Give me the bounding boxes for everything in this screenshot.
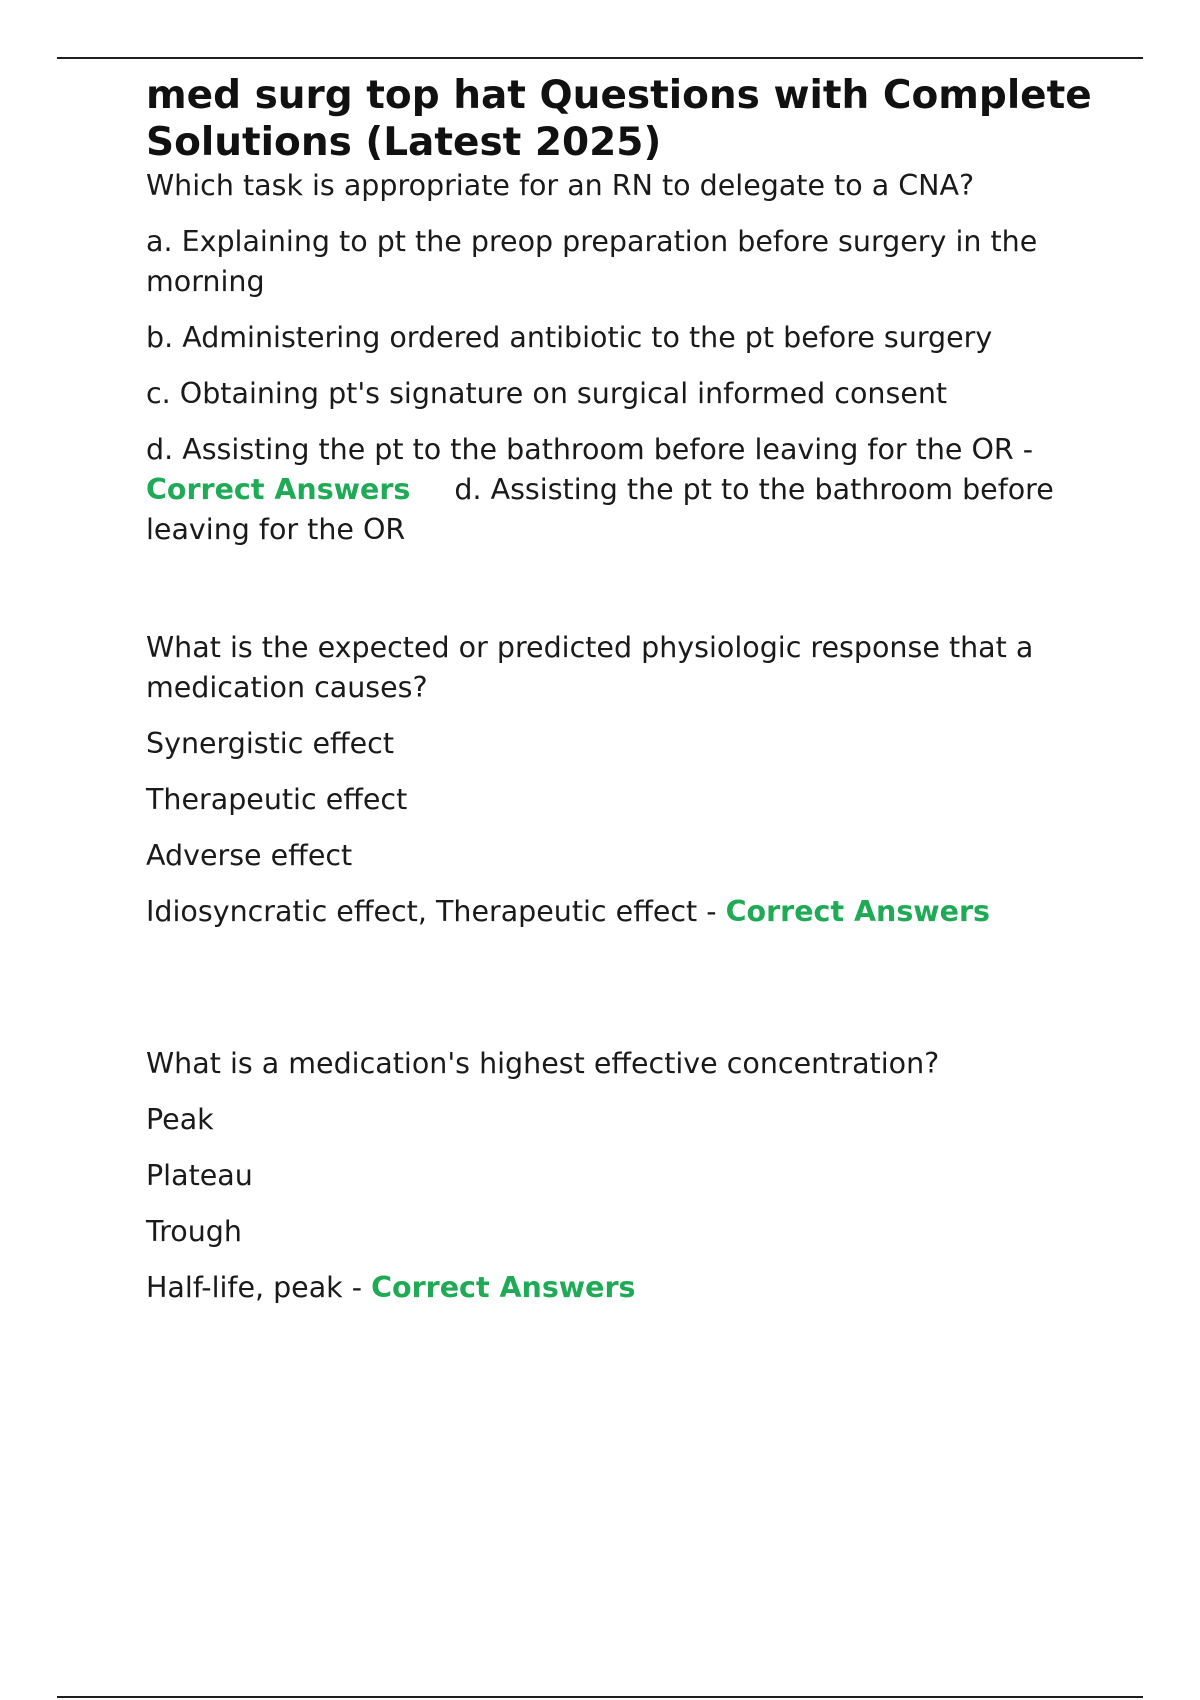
option-c: c. Obtaining pt's signature on surgical informed consent	[146, 377, 948, 410]
option-d: d. Assisting the pt to the bathroom before leaving for the OR -	[146, 433, 1034, 466]
option-a: a. Explaining to pt the preop preparation before surgery in the morning	[146, 225, 1038, 298]
correct-answers-label: Correct Answers	[146, 473, 411, 506]
option-2: Therapeutic effect	[146, 783, 408, 816]
option-d-with-answer	[146, 430, 1106, 550]
document-body	[146, 72, 1106, 1308]
question-stem: What is a medication's highest effective concentration?	[146, 1047, 940, 1080]
top-rule	[57, 57, 1143, 59]
bottom-rule	[57, 1696, 1143, 1698]
option-4-with-answer	[146, 1268, 1106, 1308]
option-2: Plateau	[146, 1159, 253, 1192]
answer-text: d. Assisting the pt to the bathroom before leaving for the OR	[146, 473, 1054, 546]
option-4: Idiosyncratic effect, Therapeutic effect -	[146, 895, 717, 928]
question-stem: What is the expected or predicted physiologic response that a medication causes?	[146, 631, 1034, 704]
option-1: Synergistic effect	[146, 727, 394, 760]
option-4: Half-life, peak -	[146, 1271, 363, 1304]
option-4-with-answer	[146, 892, 1106, 932]
question-2	[146, 628, 1106, 932]
question-3	[146, 1044, 1106, 1308]
option-b: b. Administering ordered antibiotic to the pt before surgery	[146, 321, 993, 354]
option-3: Adverse effect	[146, 839, 353, 872]
option-3: Trough	[146, 1215, 242, 1248]
document-title: med surg top hat Questions with Complete Solutions (Latest 2025)	[146, 73, 1092, 165]
option-1: Peak	[146, 1103, 214, 1136]
question-stem: Which task is appropriate for an RN to delegate to a CNA?	[146, 169, 975, 202]
question-1	[146, 166, 1106, 550]
correct-answers-label: Correct Answers	[725, 895, 990, 928]
correct-answers-label: Correct Answers	[371, 1271, 636, 1304]
